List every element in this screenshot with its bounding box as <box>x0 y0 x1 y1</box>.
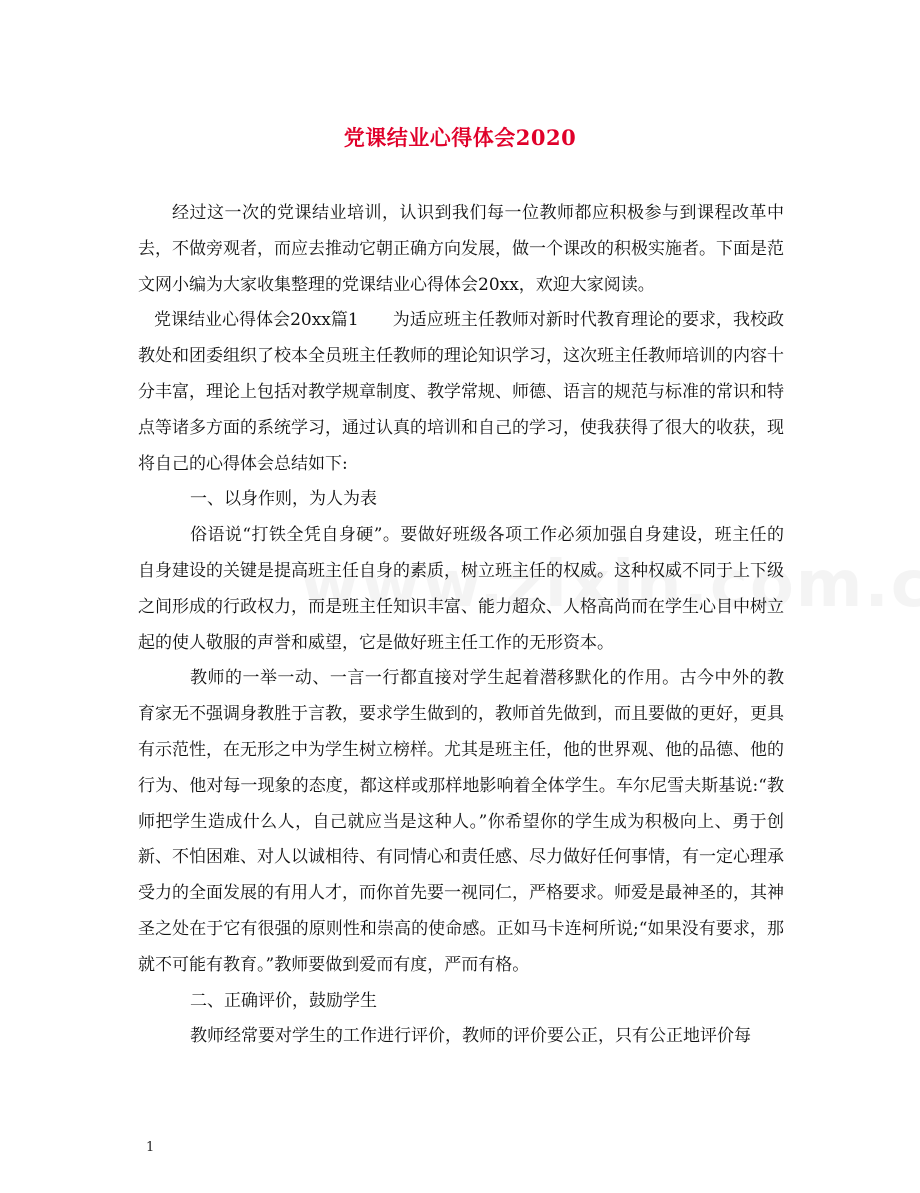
paragraph-body: 教师经常要对学生的工作进行评价，教师的评价要公正，只有公正地评价每 <box>190 1026 751 1047</box>
document-body <box>138 196 784 1055</box>
paragraph-body: 教师的一举一动、一言一行都直接对学生起着潜移默化的作用。古今中外的教育家无不强调身教胜于言教，要求学生做到的，教师首先做到，而且要做的更好，更具有示范性，在无形之中为学生树立榜样。尤其是班主任，他的世界观、他的品德、他的行为、他对每一现象的态度，都这样或那样地影响着全体学生。车尔尼雪夫斯基说:“教师把学生造成什么人，自己就应当是这种人。”你希望你的学生成为积极向上、勇于创新、不怕困难、对人以诚相待、有同情心和责任感、尽力做好任何事情，有一定心理承受力的全面发展的有用人才，而你首先要一视同仁，严格要求。师爱是最神圣的，其神圣之处在于它有很强的原则性和崇高的使命感。正如马卡连柯所说;“如果没有要求，那就不可能有教育。”教师要做到爱而有度，严而有格。 <box>138 668 784 975</box>
paragraph-body: 俗语说“打铁全凭自身硬”。要做好班级各项工作必须加强自身建设，班主任的自身建设的关键是提高班主任自身的素质，树立班主任的权威。这种权威不同于上下级之间形成的行政权力，而是班主任知识丰富、能力超众、人格高尚而在学生心目中树立起的使人敬服的声誉和威望，它是做好班主任工作的无形资本。 <box>138 525 784 653</box>
watermark <box>300 548 920 622</box>
section-heading-1: 一、以身作则，为人为表 <box>190 489 377 510</box>
page-number: 1 <box>146 1140 155 1155</box>
document-title: 党课结业心得体会2020 <box>343 125 577 150</box>
paragraph-intro: 经过这一次的党课结业培训，认识到我们每一位教师都应积极参与到课程改革中去，不做旁观者，而应去推动它朝正确方向发展，做一个课改的积极实施者。下面是范文网小编为大家收集整理的党课结业心得体会20xx，欢迎大家阅读。 <box>138 203 784 295</box>
section-heading-2: 二、正确评价，鼓励学生 <box>190 990 377 1011</box>
paragraph-part-1: 党课结业心得体会20xx篇1 为适应班主任教师对新时代教育理论的要求，我校政教处和团委组织了校本全员班主任教师的理论知识学习，这次班主任教师培训的内容十分丰富，理论上包括对教学规章制度、教学常规、师德、语言的规范与标准的常识和特点等诸多方面的系统学习，通过认真的培训和自己的学习，使我获得了很大的收获，现将自己的心得体会总结如下: <box>138 310 784 474</box>
